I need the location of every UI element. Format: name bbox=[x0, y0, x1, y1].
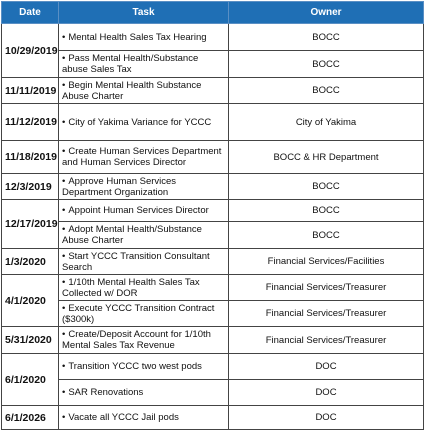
task-text: Adopt Mental Health/Substance Abuse Charter bbox=[62, 224, 202, 246]
owner-cell: BOCC bbox=[229, 51, 424, 78]
owner-cell: BOCC bbox=[229, 78, 424, 104]
date-cell: 10/29/2019 bbox=[2, 24, 59, 78]
owner-cell: Financial Services/Treasurer bbox=[229, 301, 424, 327]
task-text: 1/10th Mental Health Sales Tax Collected w/ DOR bbox=[62, 276, 200, 299]
header-owner: Owner bbox=[229, 2, 424, 24]
task-text: Begin Mental Health Substance Abuse Charter bbox=[62, 79, 202, 102]
header-task: Task bbox=[59, 2, 229, 24]
date-cell: 4/1/2020 bbox=[2, 275, 59, 327]
task-text: Approve Human Services Department Organization bbox=[62, 175, 177, 198]
owner-cell: BOCC bbox=[229, 222, 424, 249]
date-cell: 6/1/2026 bbox=[2, 406, 59, 430]
task-cell bbox=[59, 354, 229, 380]
task-text: Create Human Services Department and Human Services Director bbox=[62, 146, 222, 168]
bullet-icon: • bbox=[62, 361, 66, 372]
table-row bbox=[2, 78, 424, 104]
table-row bbox=[2, 222, 424, 249]
header-row bbox=[2, 2, 424, 24]
date-cell: 11/12/2019 bbox=[2, 104, 59, 141]
task-cell bbox=[59, 174, 229, 200]
task-text: Create/Deposit Account for 1/10th Mental Sales Tax Revenue bbox=[62, 329, 211, 351]
header-date: Date bbox=[2, 2, 59, 24]
owner-cell: Financial Services/Facilities bbox=[229, 249, 424, 275]
date-cell: 5/31/2020 bbox=[2, 327, 59, 354]
bullet-icon: • bbox=[62, 276, 66, 288]
bullet-icon: • bbox=[62, 79, 66, 91]
task-text: Start YCCC Transition Consultant Search bbox=[62, 250, 210, 273]
task-text: Pass Mental Health/Substance abuse Sales Tax bbox=[62, 53, 199, 75]
task-text: Vacate all YCCC Jail pods bbox=[68, 412, 179, 423]
bullet-icon: • bbox=[62, 302, 66, 314]
table-row bbox=[2, 51, 424, 78]
task-cell bbox=[59, 24, 229, 51]
bullet-icon: • bbox=[62, 146, 66, 157]
task-cell bbox=[59, 406, 229, 430]
task-text: City of Yakima Variance for YCCC bbox=[68, 116, 212, 128]
task-cell bbox=[59, 78, 229, 104]
bullet-icon: • bbox=[62, 31, 66, 43]
task-cell bbox=[59, 301, 229, 327]
task-cell bbox=[59, 327, 229, 354]
table-row bbox=[2, 327, 424, 354]
task-cell bbox=[59, 380, 229, 406]
owner-cell: BOCC bbox=[229, 24, 424, 51]
date-cell: 11/18/2019 bbox=[2, 141, 59, 174]
bullet-icon: • bbox=[62, 205, 66, 216]
owner-cell: DOC bbox=[229, 354, 424, 380]
date-cell: 12/17/2019 bbox=[2, 200, 59, 249]
table-row bbox=[2, 24, 424, 51]
owner-cell: City of Yakima bbox=[229, 104, 424, 141]
task-text: Transition YCCC two west pods bbox=[68, 361, 202, 372]
table-row bbox=[2, 301, 424, 327]
task-cell bbox=[59, 104, 229, 141]
owner-cell: BOCC & HR Department bbox=[229, 141, 424, 174]
task-cell bbox=[59, 51, 229, 78]
bullet-icon: • bbox=[62, 412, 66, 423]
table-row bbox=[2, 249, 424, 275]
owner-cell: DOC bbox=[229, 406, 424, 430]
bullet-icon: • bbox=[62, 53, 66, 64]
bullet-icon: • bbox=[62, 175, 66, 187]
date-cell: 1/3/2020 bbox=[2, 249, 59, 275]
bullet-icon: • bbox=[62, 224, 66, 235]
table-row bbox=[2, 406, 424, 430]
task-cell bbox=[59, 222, 229, 249]
task-cell bbox=[59, 200, 229, 222]
table-row bbox=[2, 380, 424, 406]
task-text: Appoint Human Services Director bbox=[68, 205, 209, 216]
table-row bbox=[2, 174, 424, 200]
task-text: SAR Renovations bbox=[68, 387, 144, 398]
table-row bbox=[2, 275, 424, 301]
schedule-table bbox=[1, 1, 424, 430]
task-text: Execute YCCC Transition Contract ($300k) bbox=[62, 302, 215, 325]
owner-cell: DOC bbox=[229, 380, 424, 406]
bullet-icon: • bbox=[62, 250, 66, 262]
bullet-icon: • bbox=[62, 329, 66, 340]
bullet-icon: • bbox=[62, 387, 66, 398]
task-text: Mental Health Sales Tax Hearing bbox=[68, 31, 207, 43]
owner-cell: BOCC bbox=[229, 174, 424, 200]
date-cell: 11/11/2019 bbox=[2, 78, 59, 104]
bullet-icon: • bbox=[62, 116, 66, 128]
date-cell: 6/1/2020 bbox=[2, 354, 59, 406]
task-cell bbox=[59, 249, 229, 275]
date-cell: 12/3/2019 bbox=[2, 174, 59, 200]
table-row bbox=[2, 104, 424, 141]
task-cell bbox=[59, 141, 229, 174]
owner-cell: Financial Services/Treasurer bbox=[229, 275, 424, 301]
owner-cell: BOCC bbox=[229, 200, 424, 222]
owner-cell: Financial Services/Treasurer bbox=[229, 327, 424, 354]
table-row bbox=[2, 354, 424, 380]
table-row bbox=[2, 200, 424, 222]
table-row bbox=[2, 141, 424, 174]
task-cell bbox=[59, 275, 229, 301]
